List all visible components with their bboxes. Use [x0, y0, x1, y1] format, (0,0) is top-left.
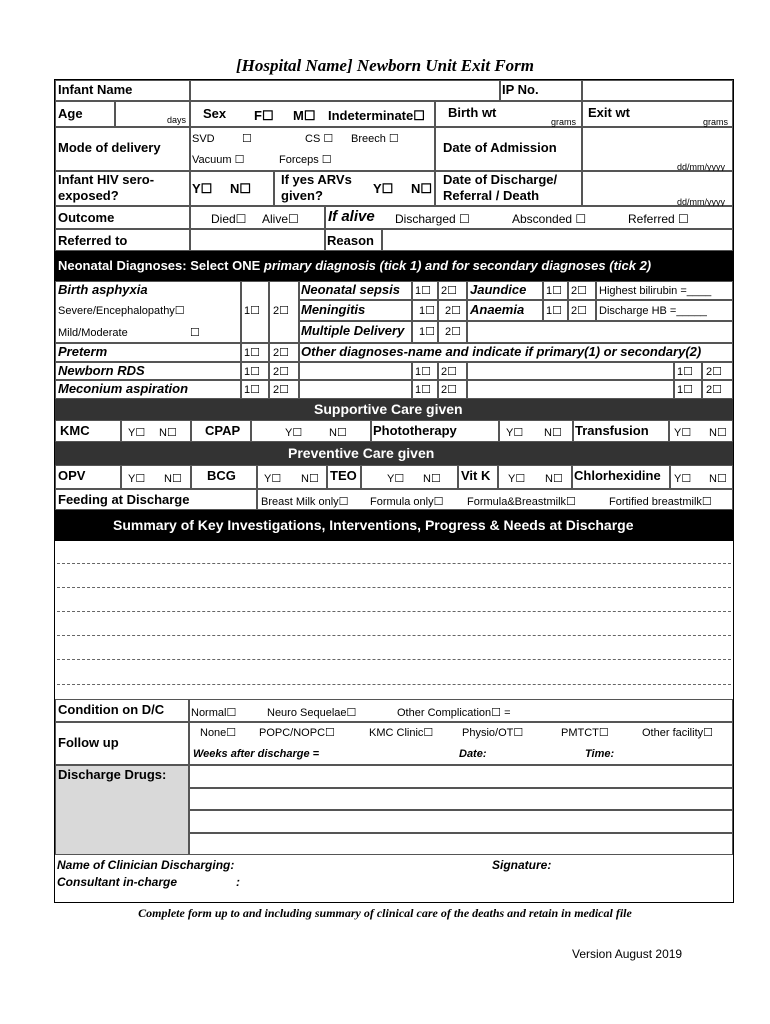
other-dx1-tick1[interactable]: 1☐	[415, 366, 431, 378]
formula-only-checkbox[interactable]: Formula only☐	[370, 496, 444, 508]
arv-label-line2: given?	[281, 188, 323, 203]
clinician-signature-area[interactable]	[55, 855, 733, 902]
followup-label: Follow up	[58, 735, 119, 750]
date-admission-label: Date of Admission	[443, 140, 557, 155]
other-complication-checkbox[interactable]: Other Complication☐ =	[397, 707, 511, 719]
alive-checkbox[interactable]: Alive☐	[262, 212, 299, 226]
supportive-header	[55, 399, 733, 420]
neuro-sequelae-checkbox[interactable]: Neuro Sequelae☐	[267, 707, 357, 719]
anaemia-tick2[interactable]: 2☐	[571, 305, 587, 317]
hiv-yes-checkbox[interactable]: Y☐	[192, 181, 213, 196]
other-dx-header: Other diagnoses-name and indicate if primary(1) or secondary(2)	[301, 344, 702, 359]
preterm-tick1[interactable]: 1☐	[244, 347, 260, 359]
reason-field[interactable]	[382, 229, 733, 251]
photo-label: Phototherapy	[373, 423, 457, 438]
age-label: Age	[58, 106, 83, 121]
ip-no-label: IP No.	[502, 82, 539, 97]
summary-header	[55, 510, 733, 541]
formula-breastmilk-checkbox[interactable]: Formula&Breastmilk☐	[467, 496, 576, 508]
other-dx4-tick1[interactable]: 1☐	[677, 384, 693, 396]
followup-kmc-checkbox[interactable]: KMC Clinic☐	[369, 727, 434, 739]
referred-to-field[interactable]	[190, 229, 325, 251]
followup-pmtct-checkbox[interactable]: PMTCT☐	[561, 727, 609, 739]
supportive-header-text: Supportive Care given	[314, 401, 463, 417]
opv-no[interactable]: N☐	[164, 473, 182, 485]
anaemia-label: Anaemia	[470, 302, 525, 317]
bcg-yes[interactable]: Y☐	[264, 473, 282, 485]
mode-label: Mode of delivery	[58, 140, 161, 155]
meconium-label: Meconium aspiration	[58, 381, 189, 396]
referred-checkbox[interactable]: Referred ☐	[628, 212, 689, 226]
followup-time-label: Time:	[585, 748, 615, 760]
svd-checkbox[interactable]: ☐	[242, 133, 252, 145]
cpap-yes[interactable]: Y☐	[285, 427, 303, 439]
multiple-tick1[interactable]: 1☐	[419, 326, 435, 338]
hb-field[interactable]: Discharge HB =_____	[599, 305, 707, 317]
other-dx4-tick2[interactable]: 2☐	[706, 384, 722, 396]
chlor-yes[interactable]: Y☐	[674, 473, 692, 485]
other-dx1-tick2[interactable]: 2☐	[441, 366, 457, 378]
discharged-checkbox[interactable]: Discharged ☐	[395, 212, 470, 226]
feeding-label: Feeding at Discharge	[58, 492, 190, 507]
referred-to-label: Referred to	[58, 233, 128, 248]
preventive-header	[55, 442, 733, 465]
sex-female-checkbox[interactable]: F☐	[254, 108, 274, 123]
multiple-tick2[interactable]: 2☐	[445, 326, 461, 338]
meconium-tick2[interactable]: 2☐	[273, 384, 289, 396]
cpap-no[interactable]: N☐	[329, 427, 347, 439]
jaundice-tick2[interactable]: 2☐	[571, 285, 587, 297]
diagnoses-header	[55, 251, 733, 281]
diagnoses-header-italic: primary diagnosis (tick 1) and for secondary diagnoses (tick 2)	[263, 258, 652, 273]
cs-checkbox[interactable]: CS ☐	[305, 133, 334, 145]
infant-name-label: Infant Name	[58, 82, 133, 97]
arv-no-checkbox[interactable]: N☐	[411, 181, 433, 196]
transfusion-no[interactable]: N☐	[709, 427, 727, 439]
arv-yes-checkbox[interactable]: Y☐	[373, 181, 394, 196]
kmc-yes[interactable]: Y☐	[128, 427, 146, 439]
drug-line[interactable]	[189, 765, 733, 788]
photo-yes[interactable]: Y☐	[506, 427, 524, 439]
sex-indeterminate-checkbox[interactable]: Indeterminate☐	[328, 108, 425, 123]
kmc-label: KMC	[60, 423, 90, 438]
multiple-label: Multiple Delivery	[301, 323, 405, 338]
jaundice-tick1[interactable]: 1☐	[546, 285, 562, 297]
breech-checkbox[interactable]: Breech ☐	[351, 133, 399, 145]
kmc-no[interactable]: N☐	[159, 427, 177, 439]
infant-name-field[interactable]	[190, 80, 500, 101]
outcome-label: Outcome	[58, 210, 115, 225]
if-alive-label: If alive	[328, 208, 375, 225]
other-dx3-tick1[interactable]: 1☐	[415, 384, 431, 396]
forceps-checkbox[interactable]: Forceps ☐	[279, 154, 332, 166]
followup-other-checkbox[interactable]: Other facility☐	[642, 727, 713, 739]
bcg-label: BCG	[207, 468, 236, 483]
summary-notes-area[interactable]	[55, 541, 733, 696]
summary-line	[57, 587, 731, 588]
transfusion-yes[interactable]: Y☐	[674, 427, 692, 439]
hiv-label-line2: exposed?	[58, 188, 119, 203]
hiv-no-checkbox[interactable]: N☐	[230, 181, 252, 196]
sex-label: Sex	[203, 106, 227, 121]
meningitis-tick2[interactable]: 2☐	[445, 305, 461, 317]
opv-yes[interactable]: Y☐	[128, 473, 146, 485]
summary-header-text: Summary of Key Investigations, Interventions, Progress & Needs at Discharge	[113, 517, 634, 533]
arv-label-line1: If yes ARVs	[281, 172, 352, 187]
vitk-label: Vit K	[461, 468, 491, 483]
other-dx2-tick2[interactable]: 2☐	[706, 366, 722, 378]
followup-physio-checkbox[interactable]: Physio/OT☐	[462, 727, 524, 739]
birth-asphyxia-label: Birth asphyxia	[58, 282, 148, 297]
form-title: [Hospital Name] Newborn Unit Exit Form	[236, 56, 534, 75]
drug-line[interactable]	[189, 810, 733, 833]
ip-no-field[interactable]	[582, 80, 733, 101]
meconium-tick1[interactable]: 1☐	[244, 384, 260, 396]
mild-checkbox[interactable]: ☐	[190, 327, 200, 339]
signature-label: Signature:	[492, 858, 552, 872]
days-unit: days	[167, 115, 187, 125]
date-admission-format: dd/mm/yyyy	[677, 162, 726, 172]
other-dx4-field[interactable]	[467, 380, 674, 399]
other-dx3-tick2[interactable]: 2☐	[441, 384, 457, 396]
meningitis-label: Meningitis	[301, 302, 366, 317]
reason-label: Reason	[327, 233, 374, 248]
followup-date-label: Date:	[459, 748, 487, 760]
teo-no[interactable]: N☐	[423, 473, 441, 485]
teo-yes[interactable]: Y☐	[387, 473, 405, 485]
discharge-drugs-label: Discharge Drugs:	[58, 767, 167, 782]
meningitis-tick1[interactable]: 1☐	[419, 305, 435, 317]
teo-label: TEO	[330, 468, 357, 483]
clinician-name-label: Name of Clinician Discharging:	[57, 858, 235, 872]
bcg-no[interactable]: N☐	[301, 473, 319, 485]
chlor-label: Chlorhexidine	[574, 468, 661, 483]
summary-line	[57, 611, 731, 612]
hiv-label-line1: Infant HIV sero-	[58, 172, 155, 187]
sepsis-tick2[interactable]: 2☐	[441, 285, 457, 297]
summary-line	[57, 635, 731, 636]
asphyxia-tick2[interactable]: 2☐	[273, 305, 289, 317]
sepsis-label: Neonatal sepsis	[301, 282, 400, 297]
preterm-tick2[interactable]: 2☐	[273, 347, 289, 359]
multiple-blank	[467, 321, 733, 343]
exit-wt-unit: grams	[703, 117, 729, 127]
drug-line[interactable]	[189, 788, 733, 810]
other-dx1-field[interactable]	[299, 362, 412, 380]
rds-label: Newborn RDS	[58, 363, 145, 378]
condition-label: Condition on D/C	[58, 702, 165, 717]
svd-label: SVD	[192, 133, 215, 145]
asphyxia-tick1[interactable]: 1☐	[244, 305, 260, 317]
cpap-label: CPAP	[205, 423, 241, 438]
other-dx2-field[interactable]	[467, 362, 674, 380]
opv-label: OPV	[58, 468, 86, 483]
sepsis-tick1[interactable]: 1☐	[415, 285, 431, 297]
preterm-label: Preterm	[58, 344, 108, 359]
followup-none-checkbox[interactable]: None☐	[200, 727, 237, 739]
vitk-no[interactable]: N☐	[545, 473, 563, 485]
summary-line	[57, 563, 731, 564]
footer-note: Complete form up to and including summary of clinical care of the deaths and retain in medical file	[138, 906, 632, 920]
diagnoses-header-text	[58, 259, 651, 273]
date-discharge-label-line1: Date of Discharge/	[443, 172, 558, 187]
version-label: Version August 2019	[572, 947, 683, 961]
weeks-after-discharge: Weeks after discharge =	[193, 748, 320, 760]
sex-male-checkbox[interactable]: M☐	[293, 108, 316, 123]
preventive-header-text: Preventive Care given	[288, 445, 435, 461]
consultant-colon: :	[236, 875, 240, 889]
date-discharge-format: dd/mm/yyyy	[677, 197, 726, 207]
drug-line[interactable]	[189, 833, 733, 855]
diagnoses-header-lead: Neonatal Diagnoses: Select ONE	[58, 258, 264, 273]
date-discharge-label-line2: Referral / Death	[443, 188, 540, 203]
consultant-label: Consultant in-charge	[57, 875, 178, 889]
bilirubin-field[interactable]: Highest bilirubin =____	[599, 285, 712, 297]
birth-wt-unit: grams	[551, 117, 577, 127]
rds-tick2[interactable]: 2☐	[273, 366, 289, 378]
summary-line	[57, 659, 731, 660]
other-dx3-field[interactable]	[299, 380, 412, 399]
chlor-no[interactable]: N☐	[709, 473, 727, 485]
exit-wt-label: Exit wt	[588, 105, 630, 120]
exit-form	[54, 79, 734, 903]
followup-popc-checkbox[interactable]: POPC/NOPC☐	[259, 727, 335, 739]
mild-label: Mild/Moderate	[58, 327, 128, 339]
transfusion-label: Transfusion	[575, 423, 649, 438]
absconded-checkbox[interactable]: Absconded ☐	[512, 212, 587, 226]
anaemia-tick1[interactable]: 1☐	[546, 305, 562, 317]
summary-line	[57, 684, 731, 685]
teo-yn-cell	[361, 465, 458, 489]
birth-wt-label: Birth wt	[448, 105, 497, 120]
jaundice-label: Jaundice	[470, 282, 527, 297]
vitk-yes[interactable]: Y☐	[508, 473, 526, 485]
vacuum-checkbox[interactable]: Vacuum ☐	[192, 154, 245, 166]
breast-milk-checkbox[interactable]: Breast Milk only☐	[261, 496, 349, 508]
cpap-yn-cell	[251, 420, 371, 442]
other-dx2-tick1[interactable]: 1☐	[677, 366, 693, 378]
photo-no[interactable]: N☐	[544, 427, 562, 439]
normal-checkbox[interactable]: Normal☐	[191, 707, 237, 719]
fortified-checkbox[interactable]: Fortified breastmilk☐	[609, 496, 712, 508]
severe-checkbox[interactable]: Severe/Encephalopathy☐	[58, 305, 185, 317]
rds-tick1[interactable]: 1☐	[244, 366, 260, 378]
died-checkbox[interactable]: Died☐	[211, 212, 247, 226]
